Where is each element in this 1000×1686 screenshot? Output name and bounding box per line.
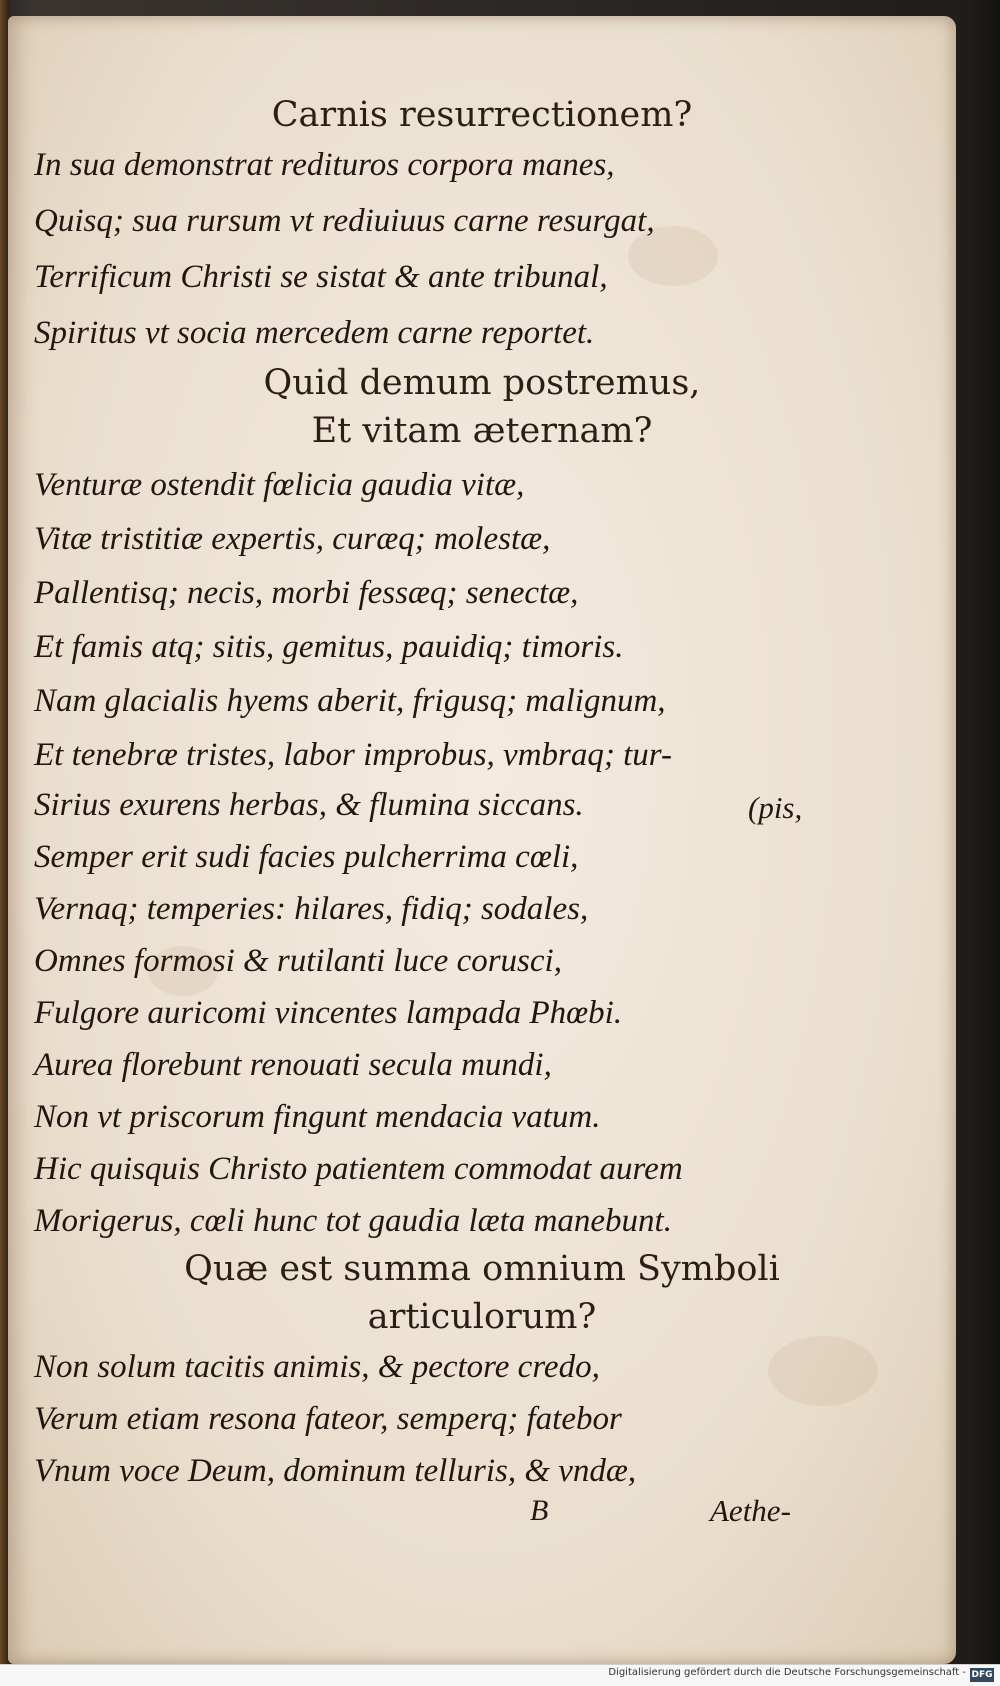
verse-line: Hic quisquis Christo patientem commodat aurem	[34, 1151, 683, 1187]
verse-line: Non vt priscorum fingunt mendacia vatum.	[34, 1099, 601, 1135]
verse-line: Vernaq; temperies: hilares, fidiq; sodales,	[34, 891, 589, 927]
section-heading: Quæ est summa omnium Symboli	[184, 1249, 780, 1289]
section-heading: Et vitam æternam?	[311, 411, 653, 451]
page-text	[8, 16, 956, 1664]
digitization-footer	[0, 1664, 1000, 1686]
verse-line: Spiritus vt socia mercedem carne reportet.	[34, 315, 595, 351]
verse-line: Et famis atq; sitis, gemitus, pauidiq; timoris.	[34, 629, 624, 665]
verse-line: Et tenebræ tristes, labor improbus, vmbraq; tur-	[34, 737, 672, 773]
signature-mark: B	[530, 1494, 549, 1527]
catchword: Aethe-	[710, 1493, 791, 1528]
verse-line: Vnum voce Deum, dominum telluris, & vndæ,	[34, 1453, 637, 1489]
verse-line: Vitæ tristitiæ expertis, curæq; molestæ,	[34, 521, 551, 557]
book-page	[8, 16, 956, 1664]
verse-line: Aurea florebunt renouati secula mundi,	[34, 1047, 552, 1083]
verse-line: Omnes formosi & rutilanti luce corusci,	[34, 943, 562, 979]
verse-line: Quisq; sua rursum vt rediuiuus carne resurgat,	[34, 203, 655, 239]
verse-line: In sua demonstrat redituros corpora manes,	[34, 147, 615, 183]
verse-line: Non solum tacitis animis, & pectore credo,	[34, 1349, 600, 1385]
verse-line: Morigerus, cœli hunc tot gaudia læta manebunt.	[34, 1203, 672, 1239]
verse-line: Sirius exurens herbas, & flumina siccans.	[34, 787, 584, 823]
verse-line: Terrificum Christi se sistat & ante tribunal,	[34, 259, 608, 295]
section-heading: articulorum?	[367, 1297, 597, 1337]
funding-credit: Digitalisierung gefördert durch die Deutsche Forschungsgemeinschaft -	[608, 1667, 966, 1678]
verse-line: Pallentisq; necis, morbi fessæq; senectæ,	[34, 575, 579, 611]
verse-line: Fulgore auricomi vincentes lampada Phœbi.	[34, 995, 623, 1031]
verse-line: Verum etiam resona fateor, semperq; fatebor	[34, 1401, 622, 1437]
verse-line: Nam glacialis hyems aberit, frigusq; malignum,	[34, 683, 666, 719]
verse-line: Semper erit sudi facies pulcherrima cœli,	[34, 839, 579, 875]
margin-continuation: (pis,	[748, 790, 803, 825]
verse-line: Venturæ ostendit fœlicia gaudia vitæ,	[34, 467, 525, 503]
section-heading: Carnis resurrectionem?	[271, 95, 693, 135]
dfg-logo: DFG	[971, 1670, 993, 1680]
section-heading: Quid demum postremus,	[263, 363, 701, 403]
